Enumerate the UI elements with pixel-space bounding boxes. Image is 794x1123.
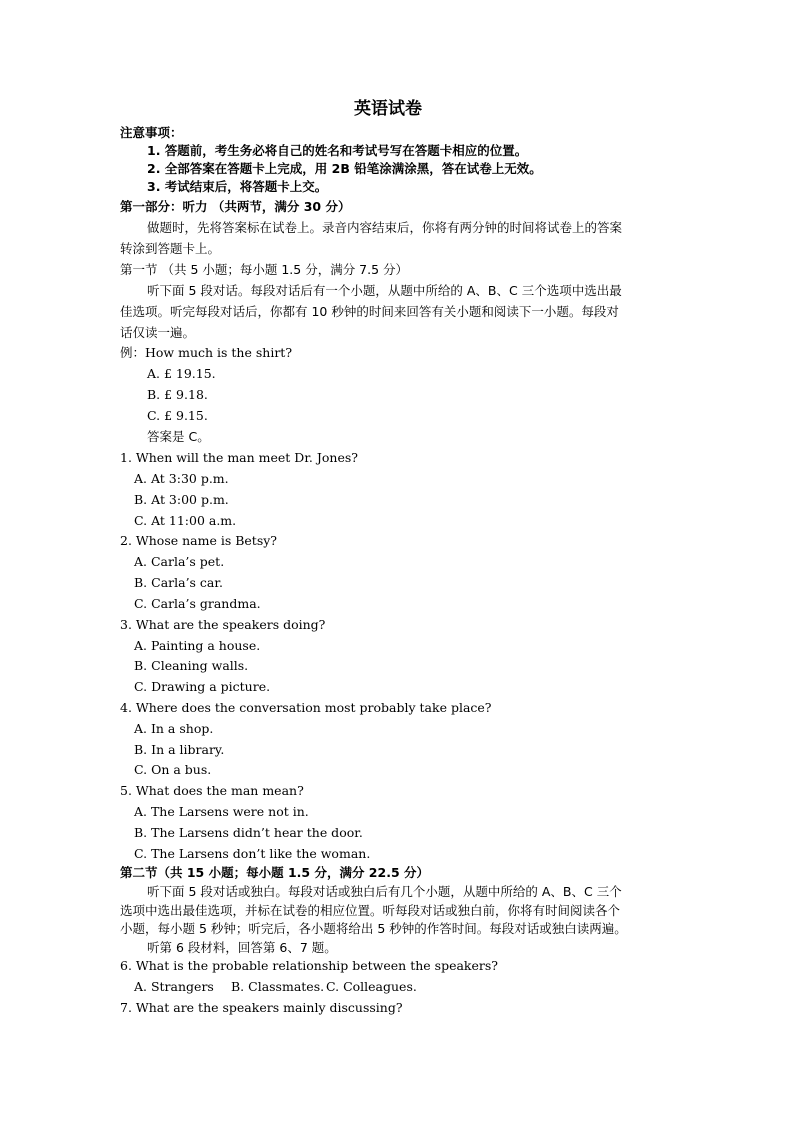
option: A. In a shop. — [134, 721, 214, 736]
part1-heading: 第一部分：听力 （共两节，满分 30 分） — [120, 199, 351, 214]
question: 6. What is the probable relationship between the speakers? — [120, 958, 498, 973]
section2-material: 听第 6 段材料，回答第 6、7 题。 — [147, 940, 337, 955]
section1-heading: 第一节 （共 5 小题；每小题 1.5 分，满分 7.5 分） — [120, 262, 409, 277]
question: 2. Whose name is Betsy? — [120, 533, 278, 548]
option: C. Colleagues. — [326, 979, 417, 994]
notice-item: 3. 考试结束后，将答题卡上交。 — [147, 179, 328, 194]
example-option: A. £ 19.15. — [147, 366, 216, 381]
option: B. Carla’s car. — [134, 575, 223, 590]
section2-instruction-line: 听下面 5 段对话或独白。每段对话或独白后有几个小题，从题中所给的 A、B、C 三个 — [147, 884, 622, 899]
option: B. Cleaning walls. — [134, 658, 249, 673]
option: C. Carla’s grandma. — [134, 596, 261, 611]
notice-item: 2. 全部答案在答题卡上完成，用 2B 铅笔涂满涂黑，答在试卷上无效。 — [147, 161, 542, 176]
option: C. The Larsens don’t like the woman. — [134, 846, 371, 861]
question: 7. What are the speakers mainly discussing? — [120, 1000, 403, 1015]
example-answer: 答案是 C。 — [147, 429, 210, 444]
option: A. Carla’s pet. — [134, 554, 225, 569]
section1-instruction-line: 话仅读一遍。 — [120, 325, 196, 340]
option: A. At 3:30 p.m. — [134, 471, 229, 486]
section2-instruction-line: 小题，每小题 5 秒钟；听完后，各小题将给出 5 秒钟的作答时间。每段对话或独白读两遍。 — [120, 921, 627, 936]
notice-item: 1. 答题前，考生务必将自己的姓名和考试号写在答题卡相应的位置。 — [147, 143, 528, 158]
question: 1. When will the man meet Dr. Jones? — [120, 450, 358, 465]
example-option: C. £ 9.15. — [147, 408, 208, 423]
option: B. At 3:00 p.m. — [134, 492, 229, 507]
option: B. The Larsens didn’t hear the door. — [134, 825, 363, 840]
option: C. Drawing a picture. — [134, 679, 271, 694]
section2-instruction-line: 选项中选出最佳选项，并标在试卷的相应位置。听每段对话或独白前，你将有时间阅读各个 — [120, 903, 621, 918]
option: C. On a bus. — [134, 762, 212, 777]
section1-instruction-line: 听下面 5 段对话。每段对话后有一个小题，从题中所给的 A、B、C 三个选项中选出最 — [147, 283, 622, 298]
part1-intro-line: 做题时，先将答案标在试卷上。录音内容结束后，你将有两分钟的时间将试卷上的答案 — [147, 220, 623, 235]
option: A. Painting a house. — [134, 638, 261, 653]
section2-heading: 第二节（共 15 小题；每小题 1.5 分，满分 22.5 分） — [120, 865, 429, 880]
question: 4. Where does the conversation most probably take place? — [120, 700, 492, 715]
section1-instruction-line: 佳选项。听完每段对话后，你都有 10 秒钟的时间来回答有关小题和阅读下一小题。每段对 — [120, 304, 619, 319]
page-title: 英语试卷 — [354, 99, 422, 119]
example-question: 例：How much is the shirt? — [120, 345, 293, 360]
part1-intro-line: 转涂到答题卡上。 — [120, 241, 221, 256]
option: B. In a library. — [134, 742, 225, 757]
option: A. The Larsens were not in. — [134, 804, 309, 819]
example-option: B. £ 9.18. — [147, 387, 208, 402]
option: B. Classmates. — [231, 979, 325, 994]
notice-heading: 注意事项： — [120, 125, 183, 140]
option: A. Strangers — [134, 979, 214, 994]
option: C. At 11:00 a.m. — [134, 513, 237, 528]
question: 3. What are the speakers doing? — [120, 617, 326, 632]
question: 5. What does the man mean? — [120, 783, 304, 798]
